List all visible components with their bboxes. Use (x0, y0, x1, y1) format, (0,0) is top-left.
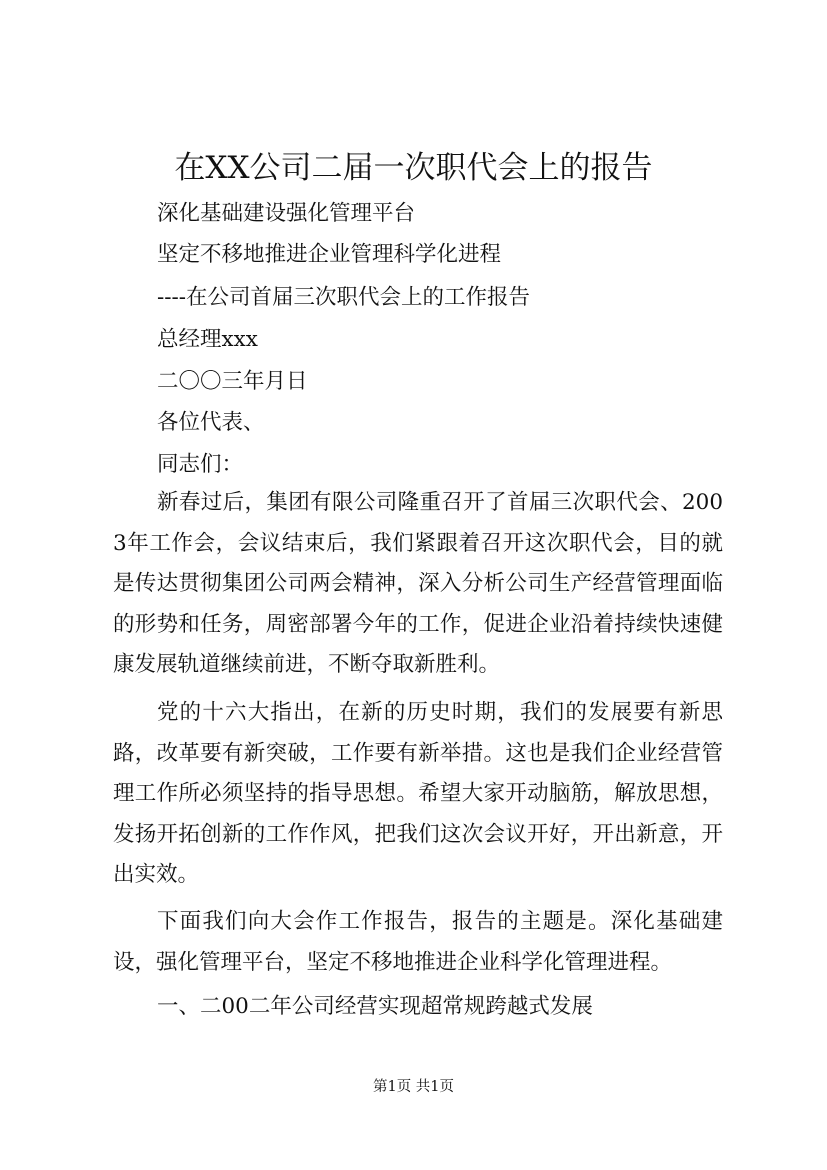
date-line: 二〇〇三年月日 (157, 369, 308, 394)
paragraph-3: 下面我们向大会作工作报告，报告的主题是。深化基础建设，强化管理平台，坚定不移地推进企业科学化管理进程。 (113, 909, 723, 975)
salutation-line-2: 同志们： (157, 452, 244, 477)
paragraph-2: 党的十六大指出，在新的历史时期，我们的发展要有新思路，改革要有新突破，工作要有新举措。这也是我们企业经营管理工作所必须坚持的指导思想。希望大家开动脑筋，解放思想，发扬开拓创新的工作作风，把我们这次会议开好，开出新意，开出实效。 (113, 700, 723, 887)
subtitle-line-2: 坚定不移地推进企业管理科学化进程 (157, 242, 502, 267)
paragraph-1: 新春过后，集团有限公司隆重召开了首届三次职代会、2003年工作会，会议结束后，我们紧跟着召开这次职代会，目的就是传达贯彻集团公司两会精神，深入分析公司生产经营管理面临的形势和任务，周密部署今年的工作，促进企业沿着持续快速健康发展轨道继续前进，不断夺取新胜利。 (113, 490, 723, 677)
author-line: 总经理xxx (157, 327, 258, 352)
document-title: 在XX公司二届一次职代会上的报告 (174, 150, 653, 186)
salutation-line-1: 各位代表、 (157, 410, 265, 435)
page-footer: 第1页 共1页 (372, 1079, 455, 1095)
section-heading: 一、二00二年公司经营实现超常规跨越式发展 (157, 994, 593, 1019)
subtitle-line-1: 深化基础建设强化管理平台 (157, 201, 416, 226)
report-occasion-line: ----在公司首届三次职代会上的工作报告 (157, 285, 531, 310)
